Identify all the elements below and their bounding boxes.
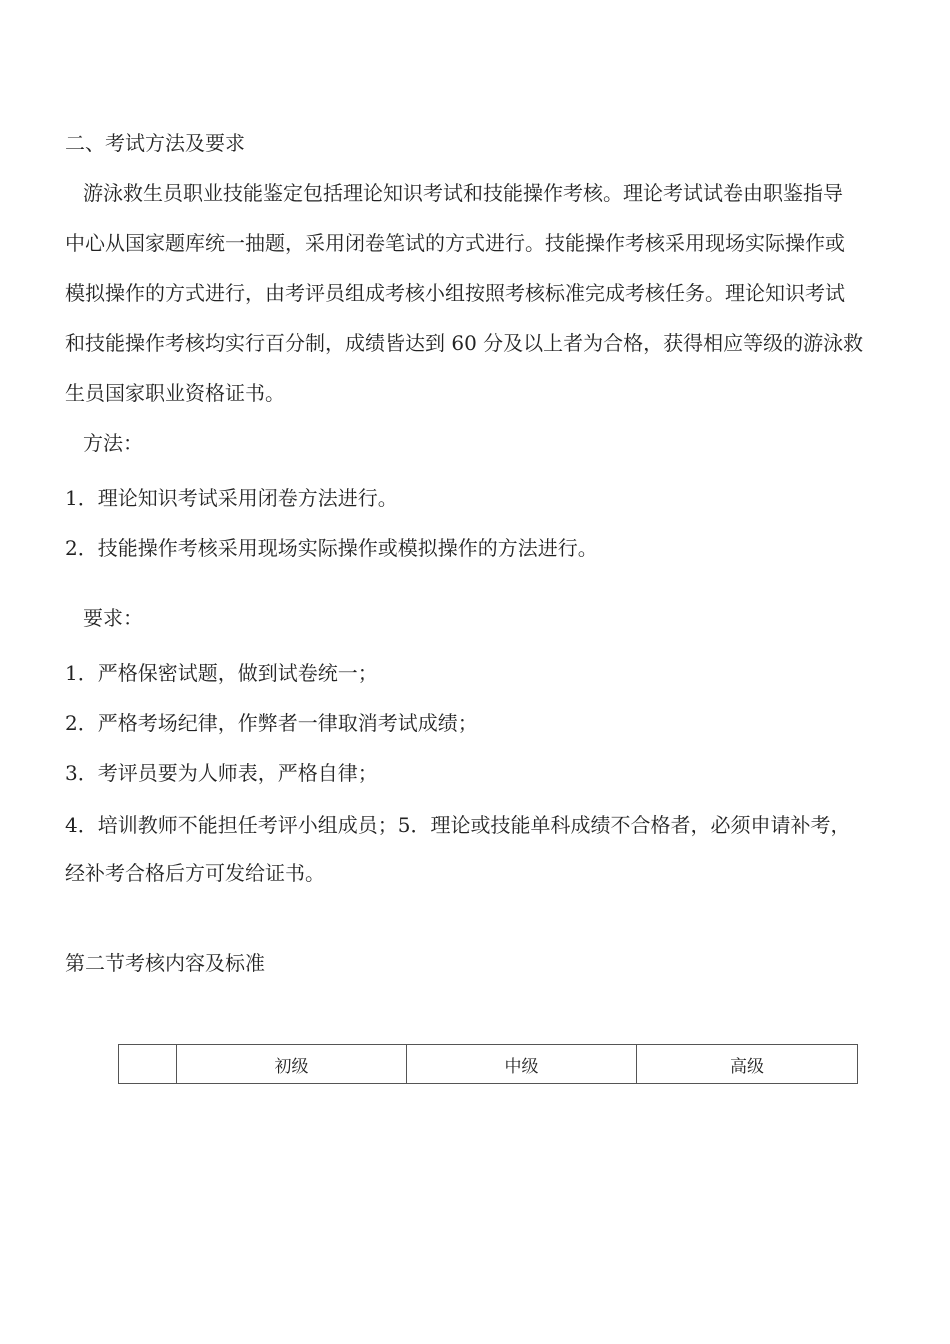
requirement-item: 1．严格保密试题，做到试卷统一； — [65, 661, 378, 685]
table-header-cell: 高级 — [637, 1045, 858, 1084]
table-header-cell — [119, 1045, 177, 1084]
table-header-cell: 初级 — [177, 1045, 407, 1084]
method-item: 1．理论知识考试采用闭卷方法进行。 — [65, 486, 398, 510]
intro-line: 和技能操作考核均实行百分制，成绩皆达到 60 分及以上者为合格，获得相应等级的游泳救 — [65, 331, 864, 355]
requirement-item: 经补考合格后方可发给证书。 — [65, 861, 325, 885]
requirement-item: 4．培训教师不能担任考评小组成员；5．理论或技能单科成绩不合格者，必须申请补考， — [65, 813, 851, 837]
method-item: 2．技能操作考核采用现场实际操作或模拟操作的方法进行。 — [65, 536, 598, 560]
requirements-label: 要求： — [83, 606, 143, 630]
table-header-row — [119, 1045, 858, 1084]
methods-label: 方法： — [83, 431, 143, 455]
intro-line: 中心从国家题库统一抽题，采用闭卷笔试的方式进行。技能操作考核采用现场实际操作或 — [65, 231, 845, 255]
section-heading: 二、考试方法及要求 — [65, 131, 245, 155]
intro-line: 游泳救生员职业技能鉴定包括理论知识考试和技能操作考核。理论考试试卷由职鉴指导 — [83, 181, 843, 205]
grade-table — [118, 1044, 858, 1084]
requirement-item: 3．考评员要为人师表，严格自律； — [65, 761, 378, 785]
subsection-heading: 第二节考核内容及标准 — [65, 951, 265, 975]
requirement-item: 2．严格考场纪律，作弊者一律取消考试成绩； — [65, 711, 478, 735]
intro-line: 模拟操作的方式进行，由考评员组成考核小组按照考核标准完成考核任务。理论知识考试 — [65, 281, 845, 305]
intro-line: 生员国家职业资格证书。 — [65, 381, 285, 405]
grade-table-wrapper — [118, 1044, 858, 1084]
table-header-cell: 中级 — [407, 1045, 637, 1084]
